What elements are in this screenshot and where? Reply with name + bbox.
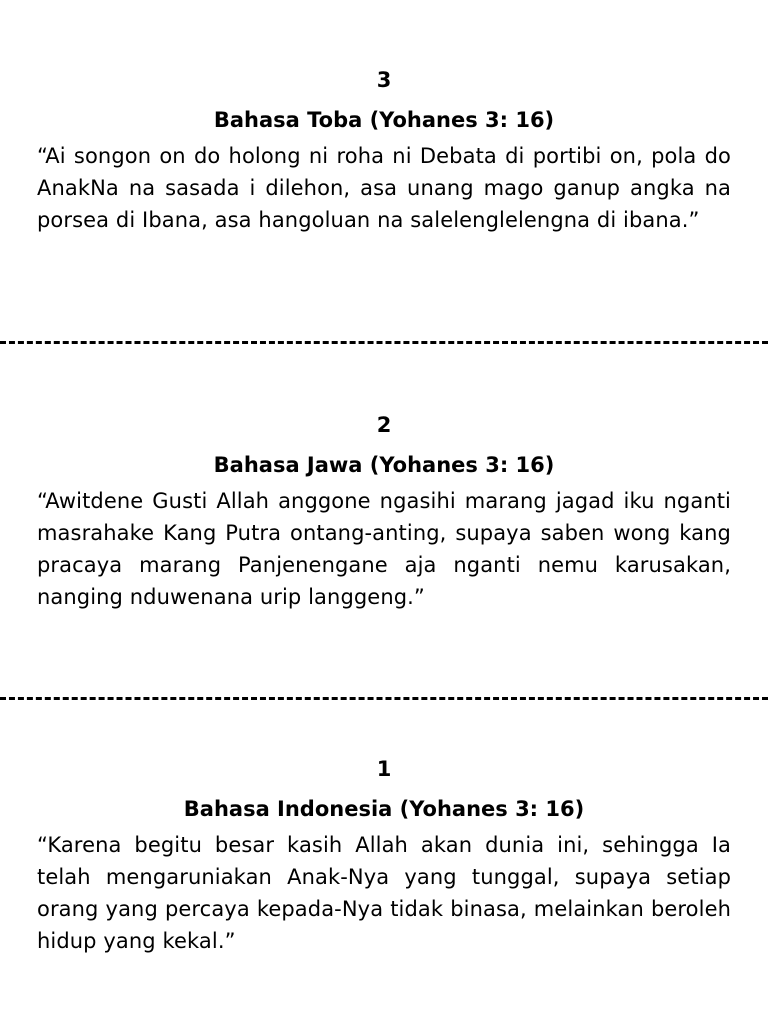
- dashed-divider: [0, 341, 768, 344]
- section-number: 1: [376, 757, 392, 781]
- verse-text: “Awitdene Gusti Allah anggone ngasihi marang jagad iku nganti masrahake Kang Putra ontang-anting, supaya saben wong kang pracaya marang Panjenengane aja nganti nemu karusakan, nanging nduwenana urip langgeng.”: [37, 489, 731, 609]
- verse-text: “Karena begitu besar kasih Allah akan dunia ini, sehingga Ia telah mengaruniakan Anak-Nya yang tunggal, supaya setiap orang yang percaya kepada-Nya tidak binasa, melainkan beroleh hidup yang kekal.”: [37, 833, 731, 953]
- section-number: 3: [376, 68, 392, 92]
- section-toba: [37, 66, 731, 236]
- section-heading: Bahasa Indonesia (Yohanes 3: 16): [183, 797, 585, 821]
- section-jawa: [37, 411, 731, 613]
- dashed-divider: [0, 697, 768, 700]
- section-heading: Bahasa Toba (Yohanes 3: 16): [213, 108, 555, 132]
- verse-text: “Ai songon on do holong ni roha ni Debata di portibi on, pola do AnakNa na sasada i dilehon, asa unang mago ganup angka na porsea di Ibana, asa hangoluan na salelenglelengna di ibana.”: [37, 144, 731, 232]
- section-heading: Bahasa Jawa (Yohanes 3: 16): [213, 453, 555, 477]
- section-number: 2: [376, 413, 392, 437]
- section-indonesia: [37, 755, 731, 957]
